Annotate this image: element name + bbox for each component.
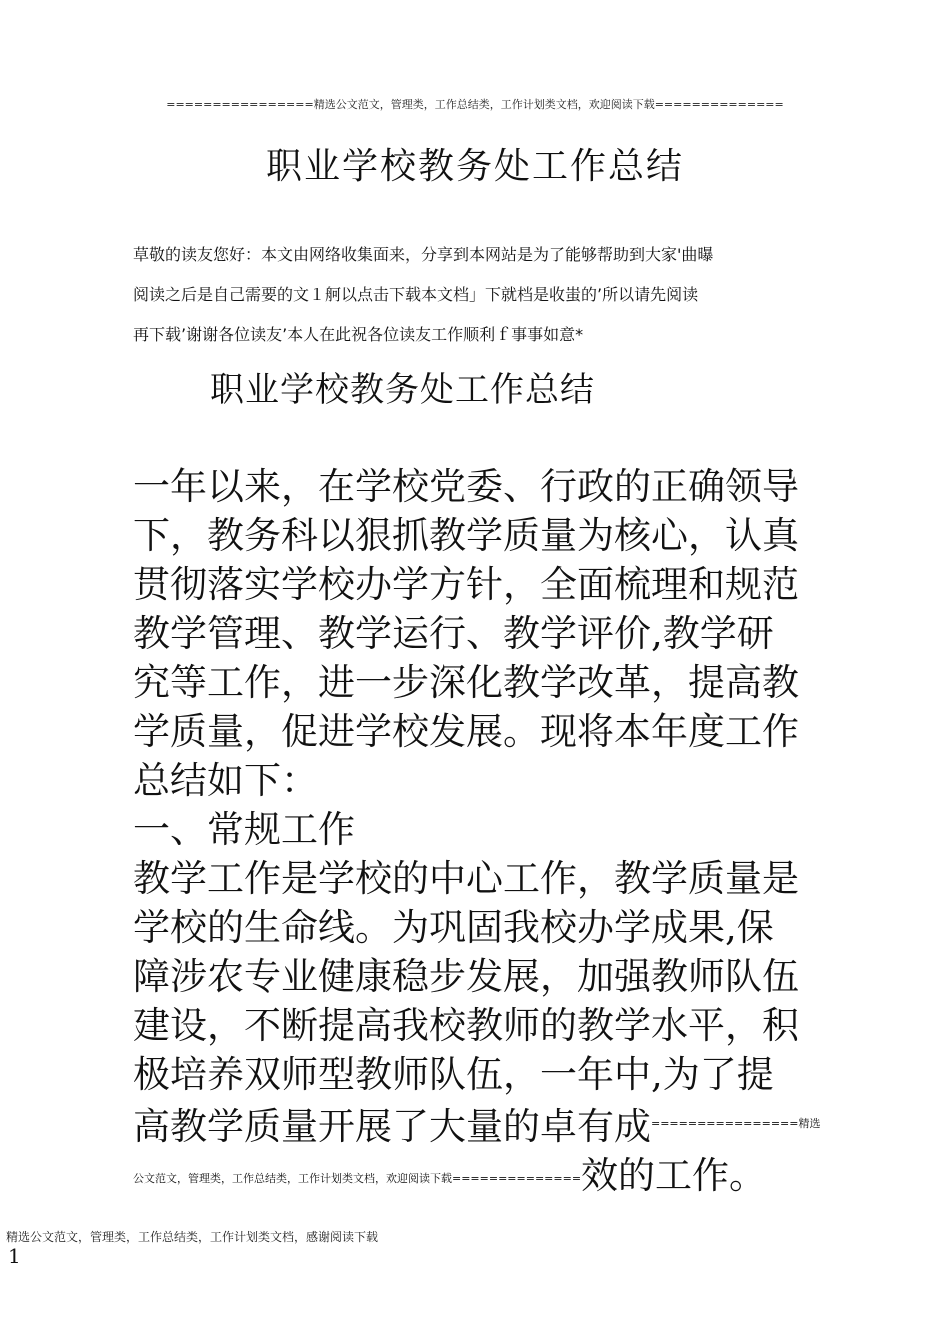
body-line: 教学工作是学校的中心工作，教学质量是 [133,857,799,900]
body-line: 建设，不断提高我校教师的教学水平，积 [133,1004,799,1047]
body-line-text: 效的工作。 [581,1154,767,1197]
body-line: 学校的生命线。为巩固我校办学成果,保 [133,906,774,949]
body-line: 究等工作，进一步深化教学改革，提高教 [133,661,799,704]
section-heading: 一、常规工作 [133,808,355,851]
header-banner: ================精选公文范文，管理类，工作总结类，工作计划类文档，欢迎阅读下载============== [166,98,784,111]
body-text [133,462,833,1203]
body-line-text: 高教学质量开展了大量的卓有成 [133,1105,651,1148]
intro-line: 阅读之后是自己需要的文１舸以点击下载本文档」下就档是收蚩的’所以请先阅读 [133,285,699,304]
body-line: 教学管理、教学运行、教学评价,教学研 [133,612,774,655]
body-line: 一年以来，在学校党委、行政的正确领导 [133,465,799,508]
body-line: 下，教务科以狠抓教学质量为核心，认真 [133,514,799,557]
page-number: 1 [8,1244,21,1268]
body-line-split [133,1099,833,1151]
page-title: 职业学校教务处工作总结 [265,146,684,187]
body-line: 障涉农专业健康稳步发展，加强教师队伍 [133,955,799,998]
inline-banner-fragment: 公文范文，管理类，工作总结类，工作计划类文档，欢迎阅读下载============== [133,1172,582,1185]
intro-line: 草敬的读友您好：本文由网络收集面来，分享到本网站是为了能够帮助到大家'曲曝 [133,245,714,264]
body-line: 极培养双师型教师队伍，一年中,为了提 [133,1053,774,1096]
intro-paragraph [133,235,833,355]
body-line-split [133,1151,833,1203]
body-line: 贯彻落实学校办学方针，全面梳理和规范 [133,563,799,606]
body-line: 总结如下： [133,759,318,802]
intro-line: 再下载’谢谢各位读友’本人在此祝各位读友工作顺利ｆ事事如意* [133,325,584,344]
section-subtitle: 职业学校教务处工作总结 [210,370,595,410]
footer-note: 精选公文范文，管理类，工作总结类，工作计划类文档，感谢阅读下载 [6,1230,379,1244]
body-line: 学质量，促进学校发展。现将本年度工作 [133,710,799,753]
inline-banner-fragment: ================精选 [651,1117,821,1130]
